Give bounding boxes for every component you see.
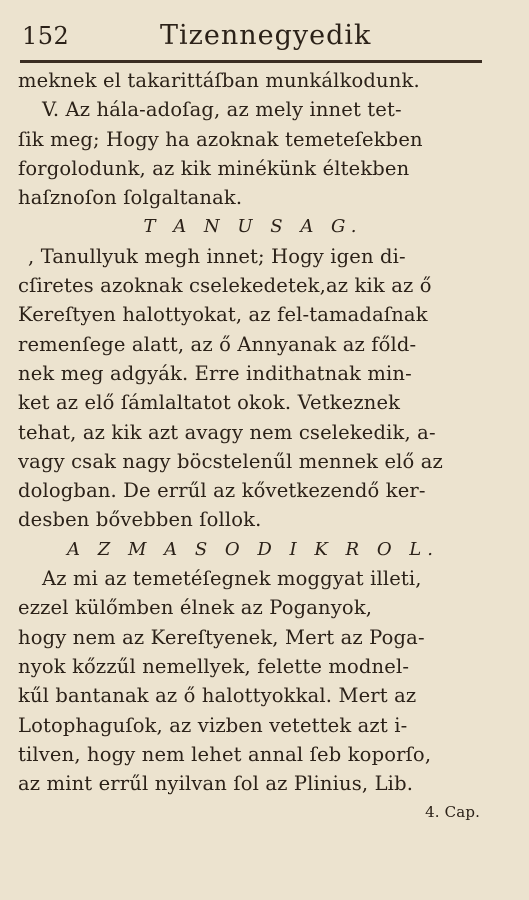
text-line: haſznoſon ſolgaltanak.	[18, 186, 243, 210]
text-line: vagy csak nagy böcstelenűl mennek elő az	[18, 449, 443, 473]
text-line: desben bővebben ſollok.	[18, 508, 262, 532]
text-line: hogy nem az Kereſtyenek, Mert az Poga-	[18, 625, 425, 649]
catchword: 4. Cap.	[425, 803, 480, 822]
page-header	[22, 18, 492, 58]
text-line: nek meg adgyák. Erre indithatnak min-	[18, 361, 412, 385]
text-line: V. Az hála-adoſag, az mely innet tet-	[42, 98, 402, 122]
running-title: Tizennegyedik	[160, 20, 372, 51]
text-line: meknek el takarittáſban munkálkodunk.	[18, 69, 420, 92]
section-heading: T A N U S A G.	[143, 216, 363, 238]
page-number: 152	[22, 22, 70, 50]
text-line: Kereſtyen halottyokat, az fel-tamadaſnak	[18, 303, 428, 327]
text-line: dologban. De errűl az kővetkezendő ker-	[18, 479, 426, 503]
text-line: az mint errűl nyilvan ſol az Plinius, Lib.	[18, 772, 414, 796]
text-line: kűl bantanak az ő halottyokkal. Mert az	[18, 684, 417, 708]
text-line: nyok kőzzűl nemellyek, felette modnel-	[18, 654, 410, 678]
text-line: Az mi az temetéſegnek moggyat illeti,	[42, 567, 422, 591]
section-heading: A Z M A S O D I K R O L.	[67, 538, 439, 560]
text-line: forgolodunk, az kik minékünk éltekben	[18, 156, 410, 180]
text-line: Lotophaguſok, az vizben vetettek azt i-	[18, 713, 408, 737]
text-line: remenſege alatt, az ő Annyanak az főld-	[18, 332, 417, 356]
text-line: tehat, az kik azt avagy nem cselekedik, a-	[18, 420, 436, 444]
header-rule	[20, 60, 482, 63]
text-line: ezzel külőmben élnek az Poganyok,	[18, 596, 373, 620]
text-line: ſik meg; Hogy ha azoknak temeteſekben	[18, 127, 423, 151]
text-line: , Tanullyuk megh innet; Hogy igen di-	[28, 244, 406, 268]
text-line: cſiretes azoknak cselekedetek,az kik az ő	[18, 274, 432, 298]
text-line: tilven, hogy nem lehet annal ſeb koporſo,	[18, 742, 432, 766]
text-line: ket az elő ſámlaltatot okok. Vetkeznek	[18, 391, 401, 415]
page-body	[18, 66, 488, 828]
